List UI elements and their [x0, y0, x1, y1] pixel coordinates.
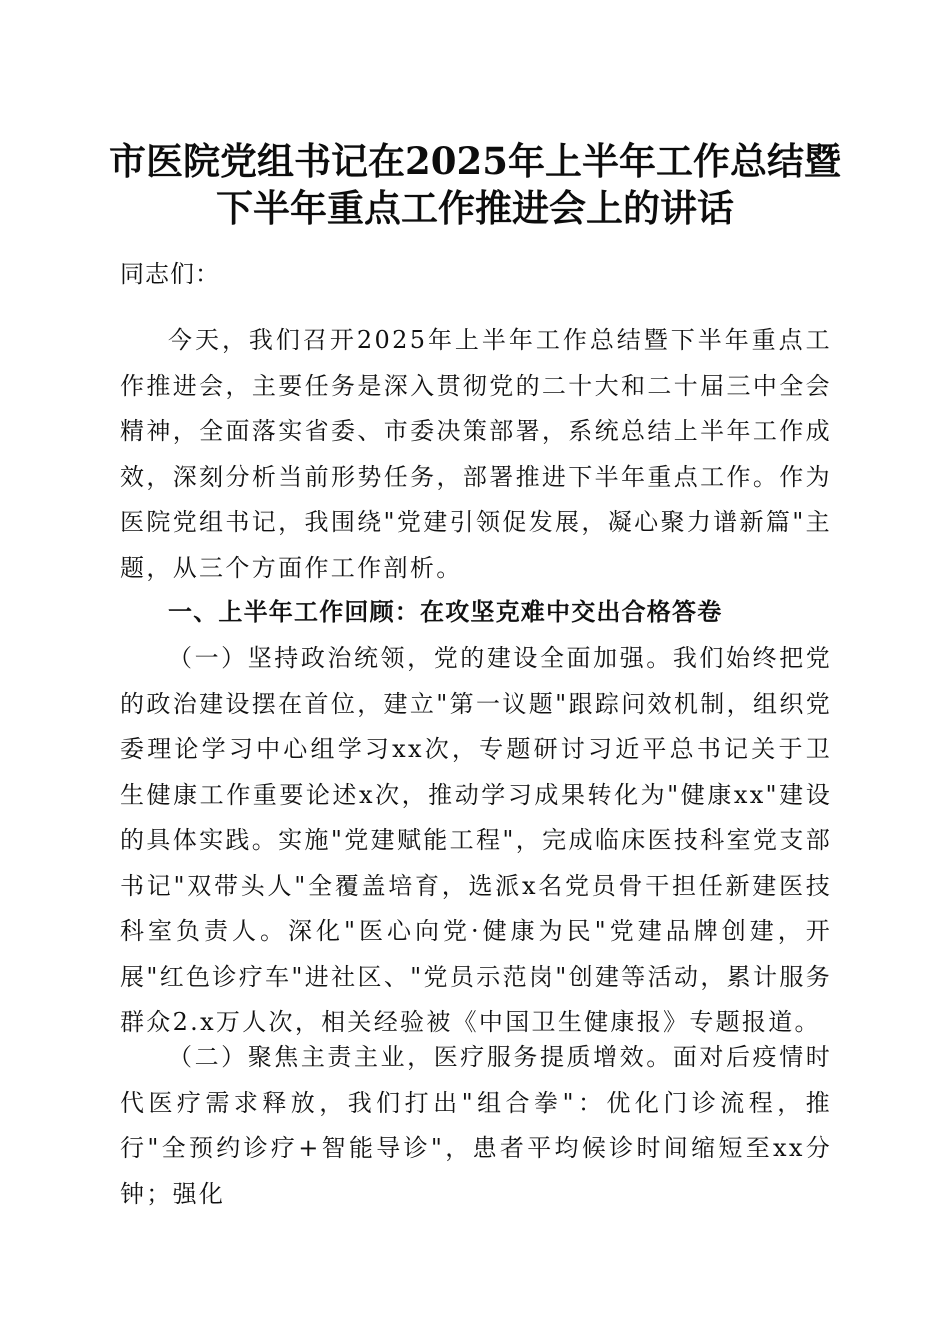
document-title-line-2: 下半年重点工作推进会上的讲话	[216, 186, 734, 230]
opening-paragraph: 今天，我们召开2025年上半年工作总结暨下半年重点工作推进会，主要任务是深入贯彻党的二十大和二十届三中全会精神，全面落实省委、市委决策部署，系统总结上半年工作成效，深刻分析当前形势任务，部署推进下半年重点工作。作为医院党组书记，我围绕"党建引领促发展，凝心聚力谱新篇"主题，从三个方面作工作剖析。	[120, 326, 832, 582]
salutation: 同志们：	[120, 260, 220, 288]
document-title-line-1: 市医院党组书记在2025年上半年工作总结暨	[109, 139, 841, 183]
subsection-2-lead: （二）聚焦主责主业，医疗服务提质增效。	[168, 1043, 673, 1071]
subsection-2-body: 面对后疫情时代医疗需求释放，我们打出"组合拳"：优化门诊流程，推行"全预约诊疗+智能导诊"，患者平均候诊时间缩短至xx分钟；强化	[120, 1043, 832, 1208]
subsection-2-paragraph	[120, 1035, 832, 1217]
subsection-1-paragraph	[120, 636, 832, 1046]
section-heading-1: 一、上半年工作回顾：在攻坚克难中交出合格答卷	[168, 598, 723, 626]
subsection-1-body: 我们始终把党的政治建设摆在首位，建立"第一议题"跟踪问效机制，组织党委理论学习中心组学习xx次，专题研讨习近平总书记关于卫生健康工作重要论述x次，推动学习成果转化为"健康xx"建设的具体实践。实施"党建赋能工程"，完成临床医技科室党支部书记"双带头人"全覆盖培育，选派x名党员骨干担任新建医技科室负责人。深化"医心向党·健康为民"党建品牌创建，开展"红色诊疗车"进社区、"党员示范岗"创建等活动，累计服务群众2.x万人次，相关经验被《中国卫生健康报》专题报道。	[120, 644, 832, 1036]
subsection-1-lead: （一）坚持政治统领，党的建设全面加强。	[168, 644, 673, 672]
